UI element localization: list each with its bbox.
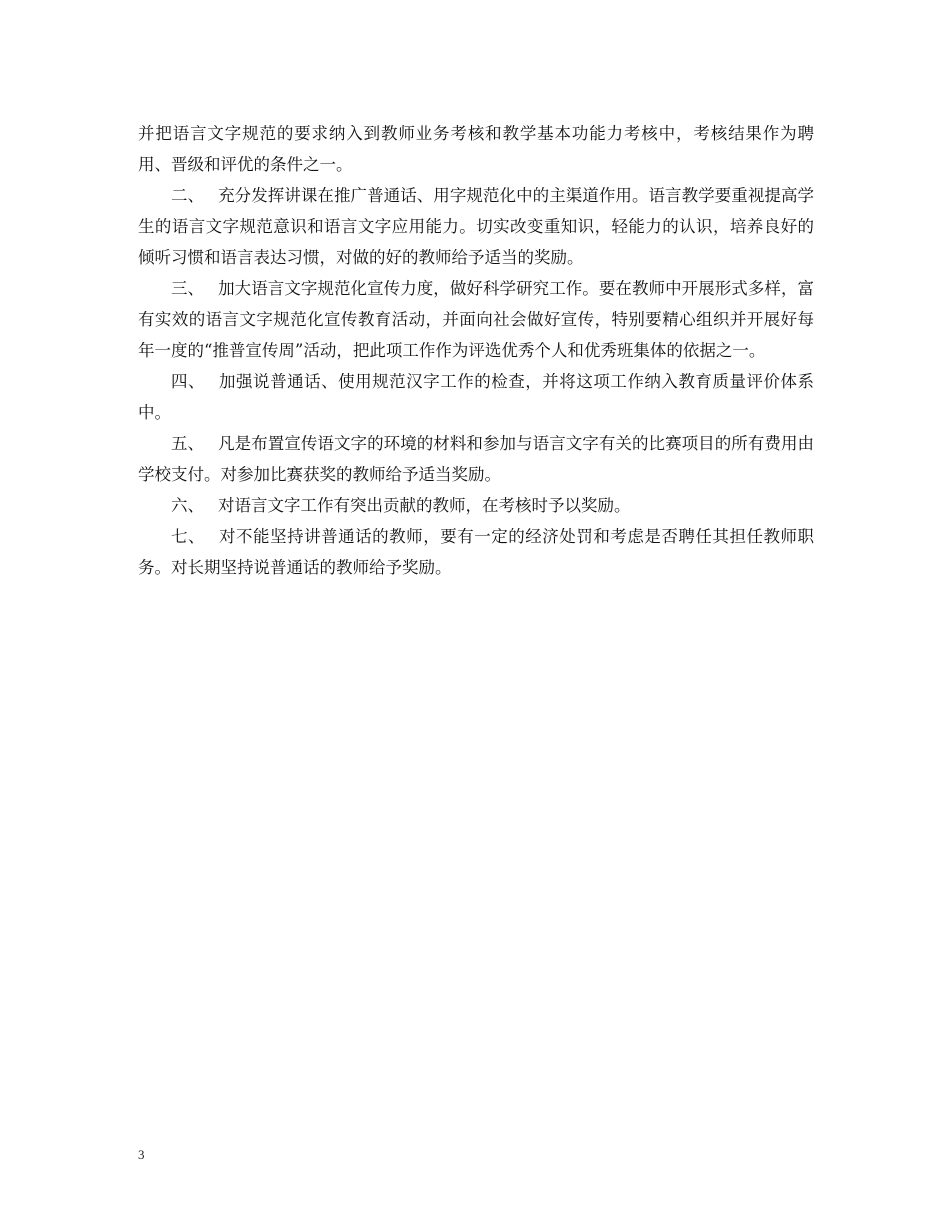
- item-5-number: 五、: [171, 434, 205, 453]
- item-2-paragraph: [138, 180, 814, 273]
- item-3-text: 加大语言文字规范化宣传力度，做好科学研究工作。要在教师中开展形式多样，富有实效的语言文字规范化宣传教育活动，并面向社会做好宣传，特别要精心组织并开展好每年一度的“推普宣传周”活动，把此项工作作为评选优秀个人和优秀班集体的依据之一。: [138, 279, 815, 360]
- item-5-text: 凡是布置宣传语文字的环境的材料和参加与语言文字有关的比赛项目的所有费用由学校支付。对参加比赛获奖的教师给予适当奖励。: [138, 434, 815, 484]
- document-body: [138, 118, 814, 583]
- item-6-number: 六、: [171, 496, 204, 515]
- item-4-text: 加强说普通话、使用规范汉字工作的检查，并将这项工作纳入教育质量评价体系中。: [138, 372, 815, 422]
- item-7-number: 七、: [171, 527, 206, 546]
- item-6-text: 对语言文字工作有突出贡献的教师，在考核时予以奖励。: [218, 496, 631, 515]
- item-6-paragraph: [138, 490, 814, 521]
- item-3-number: 三、: [171, 279, 205, 298]
- item-2-text: 充分发挥讲课在推广普通话、用字规范化中的主渠道作用。语言教学要重视提高学生的语言文字规范意识和语言文字应用能力。切实改变重知识，轻能力的认识，培养良好的倾听习惯和语言表达习惯，对做的好的教师给予适当的奖励。: [138, 186, 815, 267]
- item-7-paragraph: [138, 521, 814, 583]
- page-number: 3: [138, 1147, 145, 1162]
- item-4-paragraph: [138, 366, 814, 428]
- item-3-paragraph: [138, 273, 814, 366]
- item-4-number: 四、: [171, 372, 206, 391]
- lead-paragraph: 并把语言文字规范的要求纳入到教师业务考核和教学基本功能力考核中，考核结果作为聘用、晋级和评优的条件之一。: [138, 124, 814, 174]
- item-5-paragraph: [138, 428, 814, 490]
- item-2-number: 二、: [171, 186, 205, 205]
- item-7-text: 对不能坚持讲普通话的教师，要有一定的经济处罚和考虑是否聘任其担任教师职务。对长期坚持说普通话的教师给予奖励。: [138, 527, 815, 577]
